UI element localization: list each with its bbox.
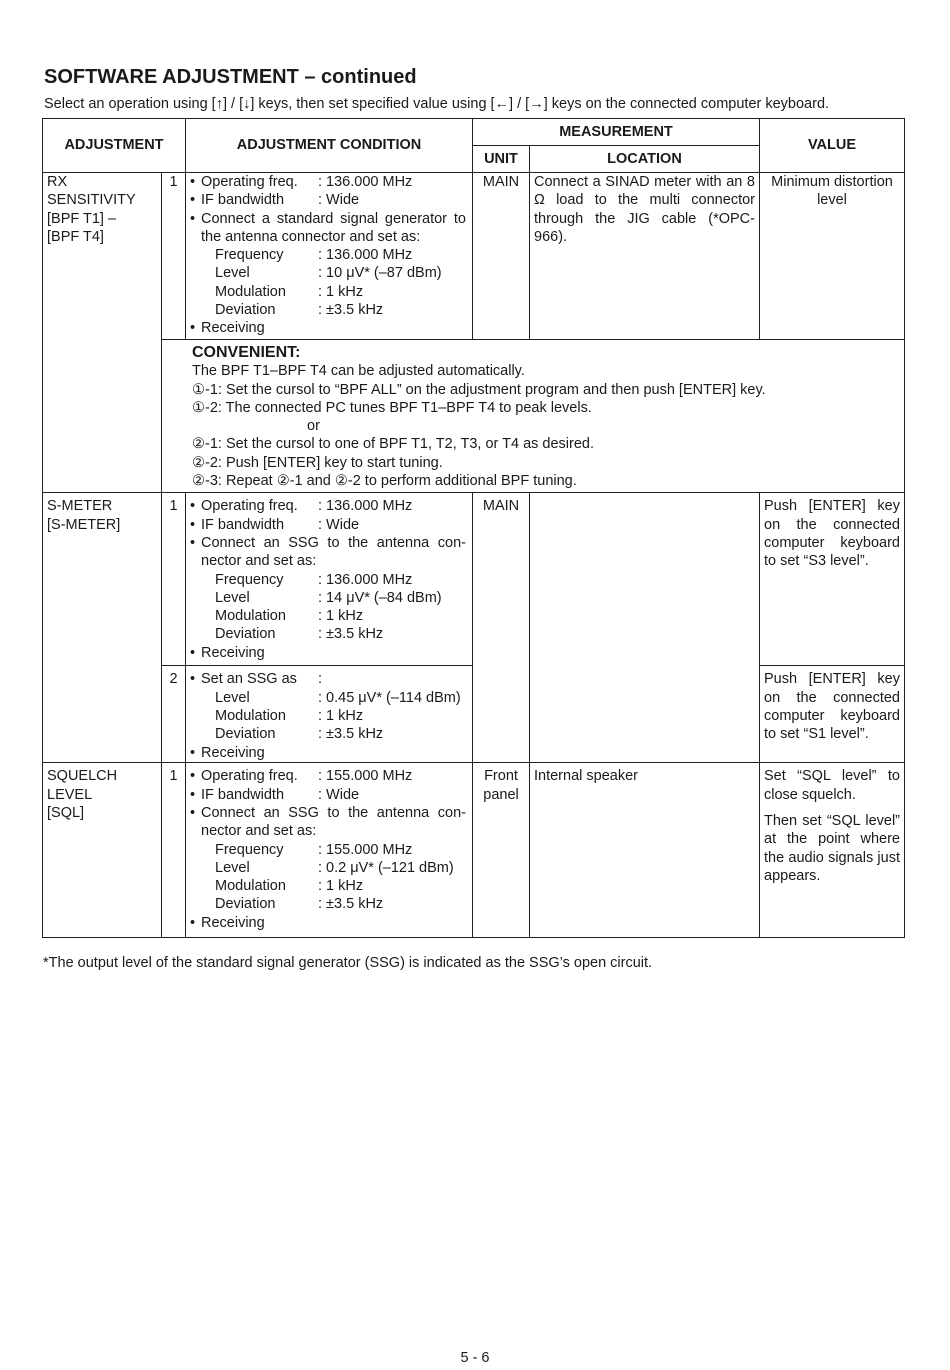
adjustment-name-squelch: SQUELCH LEVEL [SQL]: [43, 763, 162, 938]
measurement-location: [530, 493, 760, 763]
footnote: *The output level of the standard signal generator (SSG) is indicated as the SSG’s open circuit.: [43, 955, 653, 971]
table-row: [43, 173, 905, 340]
adjustment-condition: • Operating freq. : 136.000 MHz • IF bandwidth : Wide • Connect an SSG to the antenna con- nector and set as: Frequency : 136.000 MHz Level : 14 μV* (–84 dBm) Modulation : 1 kHz Deviation : ±3.5 kHz • Receiving: [186, 493, 473, 666]
table-row: [43, 763, 905, 938]
measurement-unit: Front panel: [473, 763, 530, 938]
measurement-unit: MAIN: [473, 493, 530, 763]
adjustment-condition: • Operating freq. : 155.000 MHz • IF bandwidth : Wide • Connect an SSG to the antenna con- nector and set as: Frequency : 155.000 MHz Level : 0.2 μV* (–121 dBm) Modulation : 1 kHz Deviation : ±3.5 kHz • Receiving: [186, 763, 473, 938]
step-number: 2: [162, 666, 186, 763]
adjustment-name-rx: RX SENSITIVITY [BPF T1] – [BPF T4]: [43, 173, 162, 493]
adjustment-value: Minimum distortion level: [760, 173, 905, 340]
measurement-unit: MAIN: [473, 173, 530, 340]
adjustment-value: Set “SQL level” to close squelch. Then set “SQL level” at the point where the audio signals just appears.: [760, 763, 905, 938]
header-measurement: MEASUREMENT: [473, 119, 760, 146]
header-condition: ADJUSTMENT CONDITION: [186, 119, 473, 173]
step-number: 1: [162, 493, 186, 666]
page-title: SOFTWARE ADJUSTMENT – continued: [44, 66, 417, 88]
convenient-heading: CONVENIENT:: [192, 344, 301, 361]
measurement-location: Internal speaker: [530, 763, 760, 938]
measurement-location: Connect a SINAD meter with an 8 Ω load to the multi connector through the JIG cable (*OPC-966).: [530, 173, 760, 340]
header-adjustment: ADJUSTMENT: [43, 119, 186, 173]
page-number: 5 - 6: [460, 1350, 490, 1366]
convenient-row: [43, 340, 905, 493]
adjustment-value: Push [ENTER] key on the connected computer keyboard to set “S3 level”.: [760, 493, 905, 666]
adjustment-condition: • Operating freq. : 136.000 MHz • IF bandwidth : Wide • Connect a standard signal generator to the antenna connector and set as: Frequency : 136.000 MHz Level : 10 μV* (–87 dBm) Modulation : 1 kHz Deviation : ±3.5 kHz • Receiving: [186, 173, 473, 340]
step-number: 1: [162, 173, 186, 340]
header-unit: UNIT: [473, 146, 530, 173]
adjustment-value: Push [ENTER] key on the connected computer keyboard to set “S1 level”.: [760, 666, 905, 763]
adjustment-name-smeter: S-METER [S-METER]: [43, 493, 162, 763]
header-location: LOCATION: [530, 146, 760, 173]
intro-text: Select an operation using [↑] / [↓] keys, then set specified value using [←] / [→] keys on the connected computer keyboard.: [44, 96, 830, 112]
header-value: VALUE: [760, 119, 905, 173]
table-row: [43, 493, 905, 666]
convenient-note: CONVENIENT: The BPF T1–BPF T4 can be adjusted automatically. ①-1: Set the cursol to “BPF ALL” on the adjustment program and then push [ENTER] key. ①-2: The connected PC tunes BPF T1–BPF T4 to peak levels. or ②-1: Set the cursol to one of BPF T1, T2, T3, or T4 as desired. ②-2: Push [ENTER] key to start tuning. ②-3: Repeat ②-1 and ②-2 to perform additional BPF tuning.: [162, 340, 905, 493]
header-row: [43, 119, 905, 146]
adjustment-condition: • Set an SSG as : Level : 0.45 μV* (–114 dBm) Modulation : 1 kHz Deviation : ±3.5 kHz • Receiving: [186, 666, 473, 763]
adjustment-table: [42, 118, 905, 938]
step-number: 1: [162, 763, 186, 938]
